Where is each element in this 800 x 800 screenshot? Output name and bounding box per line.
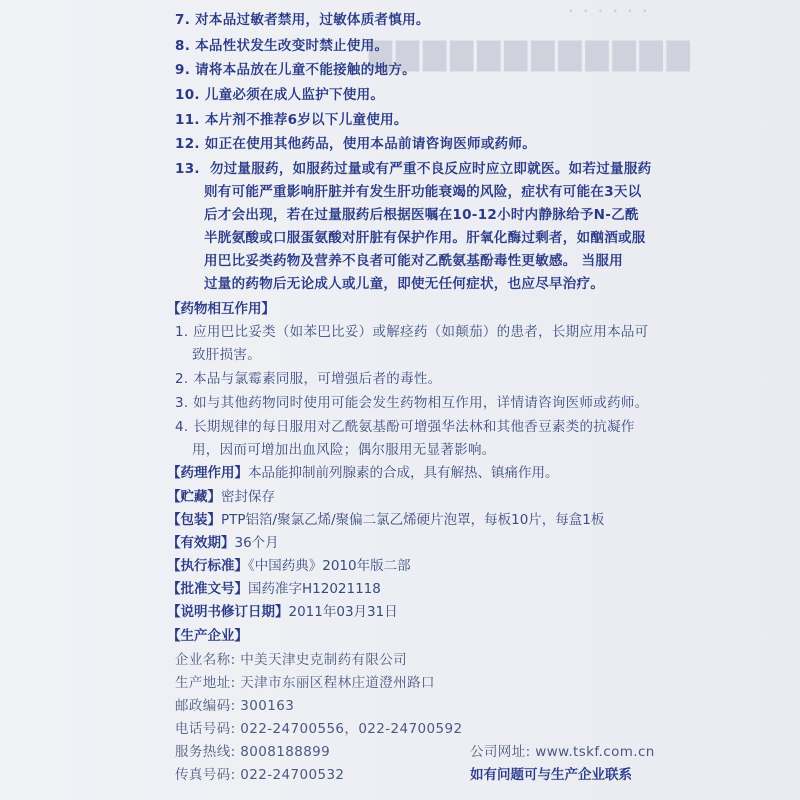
- pharmacology-section: 【药理作用】本品能抑制前列腺素的合成，具有解热、镇痛作用。: [167, 465, 559, 481]
- warning-continuation: 则有可能严重影响肝脏并有发生肝功能衰竭的风险，症状有可能在3天以: [204, 184, 642, 200]
- interaction-item: 2. 本品与氯霉素同服，可增强后者的毒性。: [175, 371, 442, 387]
- warning-continuation: 用巴比妥类药物及营养不良者可能对乙酰氨基酚毒性更敏感。 当服用: [204, 253, 623, 269]
- interaction-continuation: 致肝损害。: [192, 347, 261, 363]
- contact-footer: 如有问题可与生产企业联系: [470, 767, 632, 783]
- validity-section: 【有效期】36个月: [167, 535, 279, 551]
- company-website[interactable]: 公司网址: www.tskf.com.cn: [470, 744, 655, 760]
- storage-section: 【贮藏】密封保存: [167, 489, 275, 505]
- bleed-through-logo: · · · · · ·: [568, 4, 650, 18]
- interaction-item: 1. 应用巴比妥类（如苯巴比妥）或解痉药（如颠茄）的患者，长期应用本品可: [175, 324, 649, 340]
- manufacturer-heading: 【生产企业】: [167, 628, 248, 644]
- interaction-continuation: 用，因而可增加出血风险；偶尔服用无显著影响。: [192, 442, 496, 458]
- warning-item: 11. 本片剂不推荐6岁以下儿童使用。: [175, 112, 408, 128]
- manufacturer-name: 企业名称: 中美天津史克制药有限公司: [175, 652, 408, 668]
- fax-number: 传真号码: 022-24700532: [175, 767, 345, 783]
- approval-section: 【批准文号】国药准字H12021118: [167, 581, 381, 597]
- packaging-section: 【包装】PTP铝箔/聚氯乙烯/聚偏二氯乙烯硬片泡罩，每板10片，每盒1板: [167, 512, 605, 528]
- bleed-through-title: ▇▇▇▇▇▇▇▇▇▇▇▇: [365, 40, 690, 75]
- warning-continuation: 后才会出现，若在过量服药后根据医嘱在10-12小时内静脉给予N-乙酰: [204, 207, 639, 223]
- warning-item: 12. 如正在使用其他药品，使用本品前请咨询医师或药师。: [175, 136, 537, 152]
- interaction-item: 4. 长期规律的每日服用对乙酰氨基酚可增强华法林和其他香豆素类的抗凝作: [175, 419, 635, 435]
- warning-continuation: 过量的药物后无论成人或儿童，即使无任何症状，也应尽早治疗。: [204, 276, 605, 292]
- interaction-item: 3. 如与其他药物同时使用可能会发生药物相互作用，详情请咨询医师或药师。: [175, 395, 649, 411]
- warning-item: 13. 勿过量服药，如服药过量或有严重不良反应时应立即就医。如若过量服药: [175, 161, 652, 177]
- warning-continuation: 半胱氨酸或口服蛋氨酸对肝脏有保护作用。肝氧化酶过剩者，如酗酒或服: [204, 230, 646, 246]
- warning-item: 8. 本品性状发生改变时禁止使用。: [175, 38, 389, 54]
- warning-item: 9. 请将本品放在儿童不能接触的地方。: [175, 62, 416, 78]
- postal-code: 邮政编码: 300163: [175, 698, 295, 714]
- revision-date-section: 【说明书修订日期】2011年03月31日: [167, 604, 398, 620]
- interactions-heading: 【药物相互作用】: [167, 301, 275, 317]
- warning-item: 7. 对本品过敏者禁用，过敏体质者慎用。: [175, 12, 430, 28]
- manufacturer-address: 生产地址: 天津市东丽区程林庄道澄州路口: [175, 675, 435, 691]
- service-hotline: 服务热线: 8008188899: [175, 744, 331, 760]
- phone-numbers: 电话号码: 022-24700556，022-24700592: [175, 721, 463, 737]
- standard-section: 【执行标准】《中国药典》2010年版二部: [167, 558, 411, 574]
- warning-item: 10. 儿童必须在成人监护下使用。: [175, 87, 385, 103]
